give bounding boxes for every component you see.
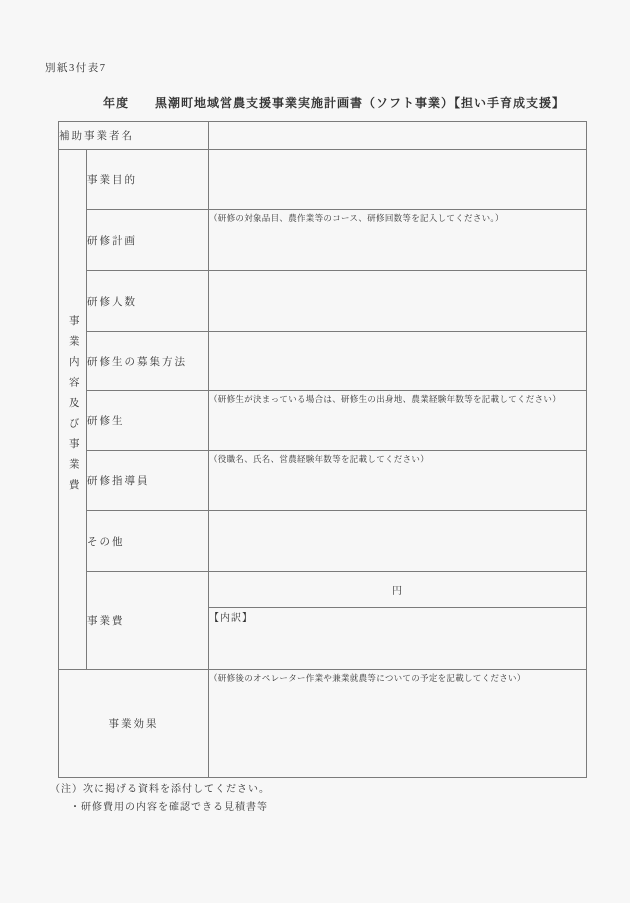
- input-training-plan-cell[interactable]: [209, 210, 587, 271]
- hint-note-project-effect: （研修後のオペレーター作業や兼業就農等についての予定を記載してください）: [209, 673, 526, 683]
- label-trainee-recruitment-method: 研修生の募集方法: [87, 332, 209, 391]
- footnotes: [50, 781, 270, 816]
- label-trainees: 研修生: [87, 391, 209, 451]
- label-training-instructor: 研修指導員: [87, 451, 209, 511]
- row-trainee-count: [59, 271, 587, 332]
- input-trainee-count-cell[interactable]: [209, 271, 587, 332]
- document-title: 年度 黒潮町地域営農支援事業実施計画書（ソフト事業）【担い手育成支援】: [103, 96, 566, 110]
- input-business-purpose-cell[interactable]: [209, 150, 587, 210]
- row-trainee-recruitment-method: [59, 332, 587, 391]
- input-trainee-recruitment-method-cell[interactable]: [209, 332, 587, 391]
- row-project-cost-amount: [59, 572, 587, 608]
- input-project-cost-breakdown-cell[interactable]: [209, 608, 587, 670]
- vertical-header-text: 事業内容及び事業費: [67, 314, 79, 500]
- footnote-line-1: （注）次に掲げる資料を添付してください。: [50, 784, 270, 795]
- label-business-purpose: 事業目的: [87, 150, 209, 210]
- label-other: その他: [87, 511, 209, 572]
- input-subsidized-business-name-cell[interactable]: [209, 122, 587, 150]
- vertical-header-business-content-and-cost: [59, 150, 87, 670]
- row-business-purpose: [59, 150, 587, 210]
- currency-unit-label: 円: [392, 586, 403, 597]
- input-project-effect-cell[interactable]: [209, 670, 587, 778]
- hint-note-trainees: （研修生が決まっている場合は、研修生の出身地、農業経験年数等を記載してください）: [209, 394, 562, 404]
- label-training-plan: 研修計画: [87, 210, 209, 271]
- breakdown-label: 【内訳】: [209, 613, 253, 624]
- label-project-effect: 事業効果: [59, 670, 209, 778]
- row-training-plan: [59, 210, 587, 271]
- label-trainee-count: 研修人数: [87, 271, 209, 332]
- input-training-instructor-cell[interactable]: [209, 451, 587, 511]
- hint-note-training-instructor: （役職名、氏名、営農経験年数等を記載してください）: [209, 454, 430, 464]
- row-other: [59, 511, 587, 572]
- label-subsidized-business-name: 補助事業者名: [59, 122, 209, 150]
- input-other-cell[interactable]: [209, 511, 587, 572]
- label-project-cost: 事業費: [87, 572, 209, 670]
- footnote-line-2: ・研修費用の内容を確認できる見積書等: [70, 801, 268, 813]
- input-trainees-cell[interactable]: [209, 391, 587, 451]
- input-project-cost-amount-cell[interactable]: [209, 572, 587, 608]
- row-project-effect: [59, 670, 587, 778]
- row-subsidized-business-name: [59, 122, 587, 150]
- doc-ref: 別紙3付表7: [45, 63, 107, 74]
- row-trainees: [59, 391, 587, 451]
- hint-note-training-plan: （研修の対象品目、農作業等のコース、研修回数等を記入してください。）: [209, 213, 504, 223]
- plan-form-table: [58, 121, 587, 778]
- row-training-instructor: [59, 451, 587, 511]
